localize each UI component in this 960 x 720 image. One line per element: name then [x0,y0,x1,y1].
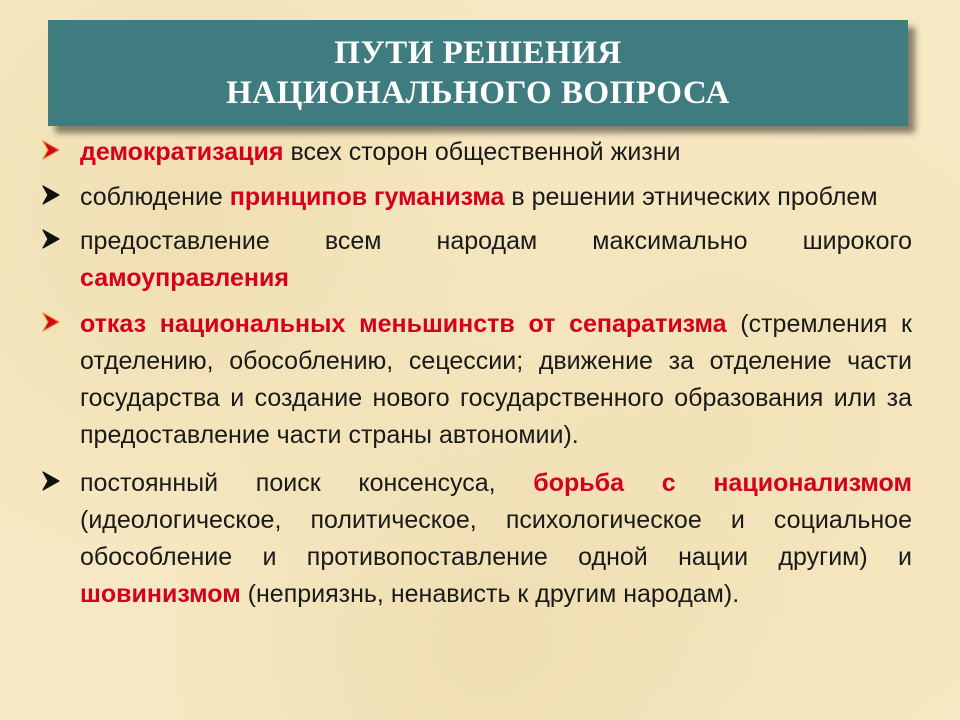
bullet-text-segment: (идеологическое, политическое, психологическое и социальное обособление и противопоставление одной нации другим) и [80,506,912,571]
highlight-term: принципов гуманизма [229,183,505,211]
title-line-2: НАЦИОНАЛЬНОГО ВОПРОСА [226,75,730,111]
bullet-text-segment: постоянный поиск консенсуса, [80,469,534,497]
title-banner [48,20,908,126]
arrow-bullet-icon [40,183,66,211]
bullet-text-segment: (стремления к отделению, обособлению, сецессии; движение за отделение части государства и создание нового государственного образования или за предоставление части страны автономии). [80,310,912,449]
arrow-bullet-icon [40,469,66,497]
highlight-term: борьба с национализмом [533,469,912,497]
bullet-item [40,134,912,171]
bullet-text-segment: (неприязнь, ненависть к другим народам). [240,580,740,608]
bullet-item [40,179,912,216]
bullet-text [80,223,912,297]
bullet-text-segment: всех сторон общественной жизни [283,138,681,166]
highlight-term: демократизация [80,138,284,166]
arrow-bullet-icon [40,138,66,166]
title-line-1: ПУТИ РЕШЕНИЯ [334,35,622,71]
bullet-item [40,306,912,454]
arrow-bullet-icon [40,310,66,338]
bullet-text-segment: в решении этнических проблем [504,183,878,211]
bullet-text-segment: предоставление всем народам максимально широкого [80,227,912,255]
bullet-text [80,134,912,171]
highlight-term: шовинизмом [80,580,241,608]
bullet-item [40,223,912,297]
bullet-list [40,134,912,613]
bullet-text [80,306,912,454]
bullet-item [40,465,912,613]
bullet-text [80,465,912,613]
arrow-bullet-icon [40,227,66,255]
highlight-term: отказ национальных меньшинств от сепаратизма [80,310,727,338]
highlight-term: самоуправления [80,264,289,292]
bullet-text [80,179,912,216]
bullet-text-segment: соблюдение [80,183,230,211]
